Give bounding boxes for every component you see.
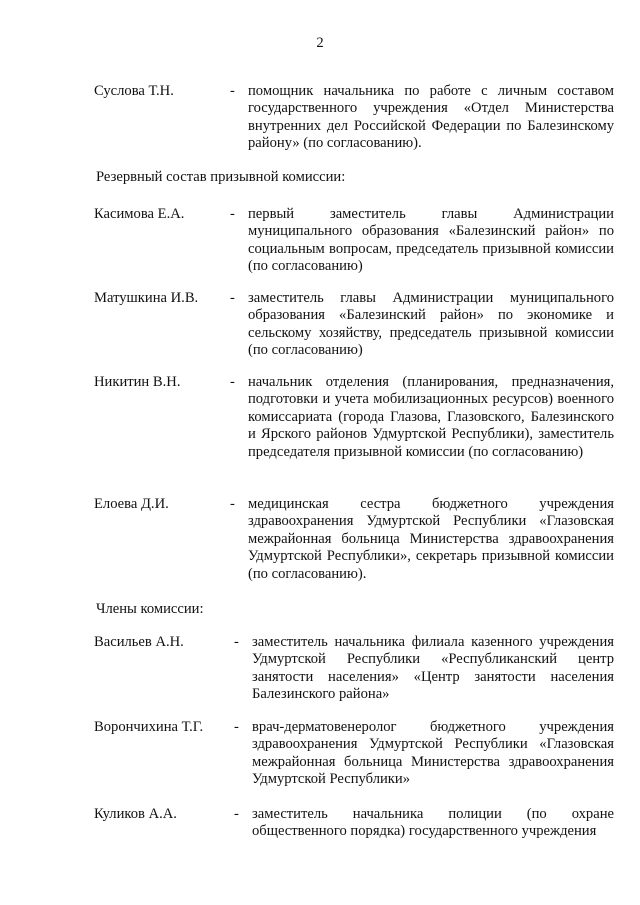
member-role: начальник отделения (планирования, предназначения, подготовки и учета мобилизационных ресурсов) военного комиссариата (города Глазова, Глазовского, Балезинского и Ярского районов Удмуртской Республики), заместитель председателя призывной комиссии (по согласованию) xyxy=(248,374,614,460)
commission-section-title: Члены комиссии: xyxy=(96,601,204,617)
page-number: 2 xyxy=(316,35,324,51)
member-role: заместитель главы Администрации муниципального образования «Балезинский район» по экономике и сельскому хозяйству, председатель призывной комиссии (по согласованию) xyxy=(248,290,614,359)
member-dash: - xyxy=(234,719,239,735)
member-name: Елоева Д.И. xyxy=(94,496,169,512)
member-dash: - xyxy=(230,496,235,512)
member-role: помощник начальника по работе с личным составом государственного учреждения «Отдел Министерства внутренних дел Российской Федерации по Балезинскому району» (по согласованию). xyxy=(248,83,614,152)
member-name: Касимова Е.А. xyxy=(94,206,185,222)
member-role: заместитель начальника филиала казенного учреждения Удмуртской Республики «Республиканский центр занятости населения» «Центр занятости населения Балезинского района» xyxy=(252,634,614,703)
member-role: первый заместитель главы Администрации муниципального образования «Балезинский район» по социальным вопросам, председатель призывной комиссии (по согласованию) xyxy=(248,206,614,275)
member-name: Матушкина И.В. xyxy=(94,290,199,306)
member-role: медицинская сестра бюджетного учреждения здравоохранения Удмуртской Республики «Глазовская межрайонная больница Министерства здравоохранения Удмуртской Республики», секретарь призывной комиссии (по согласованию). xyxy=(248,496,614,582)
member-dash: - xyxy=(234,634,239,650)
member-role: врач-дерматовенеролог бюджетного учреждения здравоохранения Удмуртской Республики «Глазовская межрайонная больница Министерства здравоохранения Удмуртской Республики» xyxy=(252,719,614,788)
member-dash: - xyxy=(230,206,235,222)
member-dash: - xyxy=(234,806,239,822)
member-dash: - xyxy=(230,374,235,390)
reserve-section-title: Резервный состав призывной комиссии: xyxy=(96,169,346,185)
member-name: Куликов А.А. xyxy=(94,806,177,822)
member-role: заместитель начальника полиции (по охране общественного порядка) государственного учреждения xyxy=(252,806,614,840)
member-name: Никитин В.Н. xyxy=(94,374,181,390)
member-name: Суслова Т.Н. xyxy=(94,83,174,99)
member-dash: - xyxy=(230,83,235,99)
member-name: Васильев А.Н. xyxy=(94,634,184,650)
member-name: Ворончихина Т.Г. xyxy=(94,719,204,735)
member-dash: - xyxy=(230,290,235,306)
